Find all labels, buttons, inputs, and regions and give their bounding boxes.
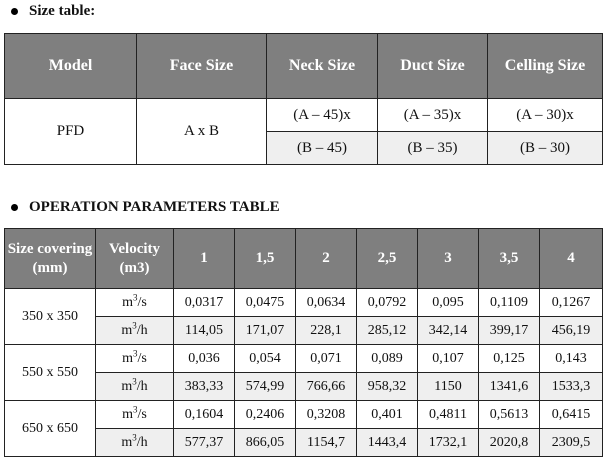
header-velocity: Velocity (m3) [96,229,174,289]
table-row [5,345,603,373]
flow-per-second-cell: 0,125 [479,345,540,373]
flow-per-hour-cell: 114,05 [174,317,235,345]
unit-base: m [121,434,133,450]
unit-cell [96,317,174,345]
operation-parameters-table [4,228,603,457]
header-neck-size: Neck Size [267,34,378,99]
unit-suffix: /h [136,434,148,450]
size-table [4,33,603,165]
flow-per-second-cell: 0,2406 [235,401,296,429]
neck-size-a: (A – 45)x [267,99,378,132]
unit-exponent: 3 [132,319,137,330]
flow-per-second-cell: 0,1267 [540,289,603,317]
unit-suffix: /h [136,322,148,338]
duct-size-a: (A – 35)x [378,99,488,132]
unit-suffix: /s [137,294,147,310]
neck-size-b: (B – 45) [267,132,378,165]
flow-per-hour-cell: 2020,8 [479,429,540,457]
flow-per-hour-cell: 577,37 [174,429,235,457]
flow-per-second-cell: 0,0317 [174,289,235,317]
unit-cell [96,289,174,317]
flow-per-second-cell: 0,089 [357,345,418,373]
table-row [5,289,603,317]
flow-per-second-cell: 0,054 [235,345,296,373]
flow-per-second-cell: 0,5613 [479,401,540,429]
flow-per-second-cell: 0,0792 [357,289,418,317]
flow-per-hour-cell: 1732,1 [418,429,479,457]
flow-per-hour-cell: 958,32 [357,373,418,401]
flow-per-second-cell: 0,107 [418,345,479,373]
flow-per-second-cell: 0,036 [174,345,235,373]
flow-per-hour-cell: 456,19 [540,317,603,345]
flow-per-hour-cell: 574,99 [235,373,296,401]
flow-per-second-cell: 0,6415 [540,401,603,429]
header-model: Model [5,34,137,99]
header-velocity-value: 2,5 [357,229,418,289]
flow-per-hour-cell: 1443,4 [357,429,418,457]
flow-per-second-cell: 0,3208 [296,401,357,429]
unit-suffix: /s [137,350,147,366]
size-table-title: Size table: [29,3,96,19]
unit-base: m [122,350,134,366]
unit-suffix: /h [136,378,148,394]
flow-per-hour-cell: 285,12 [357,317,418,345]
size-cell: 350 x 350 [5,289,96,345]
flow-per-second-cell: 0,401 [357,401,418,429]
unit-exponent: 3 [132,375,137,386]
celling-size-a: (A – 30)x [488,99,603,132]
unit-base: m [122,406,134,422]
header-face-size: Face Size [137,34,267,99]
flow-per-hour-cell: 1533,3 [540,373,603,401]
unit-cell [96,345,174,373]
flow-per-second-cell: 0,0634 [296,289,357,317]
unit-base: m [121,322,133,338]
model-cell: PFD [5,99,137,165]
size-cell: 650 x 650 [5,401,96,457]
unit-cell [96,429,174,457]
flow-per-hour-cell: 171,07 [235,317,296,345]
bullet-icon [11,8,18,15]
unit-cell [96,373,174,401]
header-velocity-value: 3,5 [479,229,540,289]
flow-per-second-cell: 0,1604 [174,401,235,429]
operation-table-title: OPERATION PARAMETERS TABLE [29,199,280,215]
header-velocity-value: 2 [296,229,357,289]
header-velocity-value: 1,5 [235,229,296,289]
unit-base: m [122,294,134,310]
flow-per-second-cell: 0,095 [418,289,479,317]
celling-size-b: (B – 30) [488,132,603,165]
operation-table-heading [8,199,280,216]
header-velocity-value: 4 [540,229,603,289]
flow-per-hour-cell: 383,33 [174,373,235,401]
unit-exponent: 3 [132,431,137,442]
flow-per-hour-cell: 2309,5 [540,429,603,457]
header-velocity-value: 3 [418,229,479,289]
unit-cell [96,401,174,429]
unit-exponent: 3 [133,347,138,358]
flow-per-second-cell: 0,143 [540,345,603,373]
header-celling-size: Celling Size [488,34,603,99]
unit-suffix: /s [137,406,147,422]
unit-exponent: 3 [133,291,138,302]
flow-per-hour-cell: 228,1 [296,317,357,345]
flow-per-hour-cell: 1150 [418,373,479,401]
unit-base: m [121,378,133,394]
size-cell: 550 x 550 [5,345,96,401]
flow-per-second-cell: 0,1109 [479,289,540,317]
face-size-cell: A x B [137,99,267,165]
flow-per-hour-cell: 1341,6 [479,373,540,401]
flow-per-hour-cell: 342,14 [418,317,479,345]
bullet-icon [11,204,18,211]
duct-size-b: (B – 35) [378,132,488,165]
flow-per-second-cell: 0,0475 [235,289,296,317]
flow-per-second-cell: 0,071 [296,345,357,373]
flow-per-hour-cell: 399,17 [479,317,540,345]
flow-per-hour-cell: 1154,7 [296,429,357,457]
header-size-covering: Size covering (mm) [5,229,96,289]
header-duct-size: Duct Size [378,34,488,99]
flow-per-second-cell: 0,4811 [418,401,479,429]
header-velocity-value: 1 [174,229,235,289]
size-table-heading [8,3,95,20]
flow-per-hour-cell: 766,66 [296,373,357,401]
unit-exponent: 3 [133,403,138,414]
flow-per-hour-cell: 866,05 [235,429,296,457]
table-row [5,401,603,429]
